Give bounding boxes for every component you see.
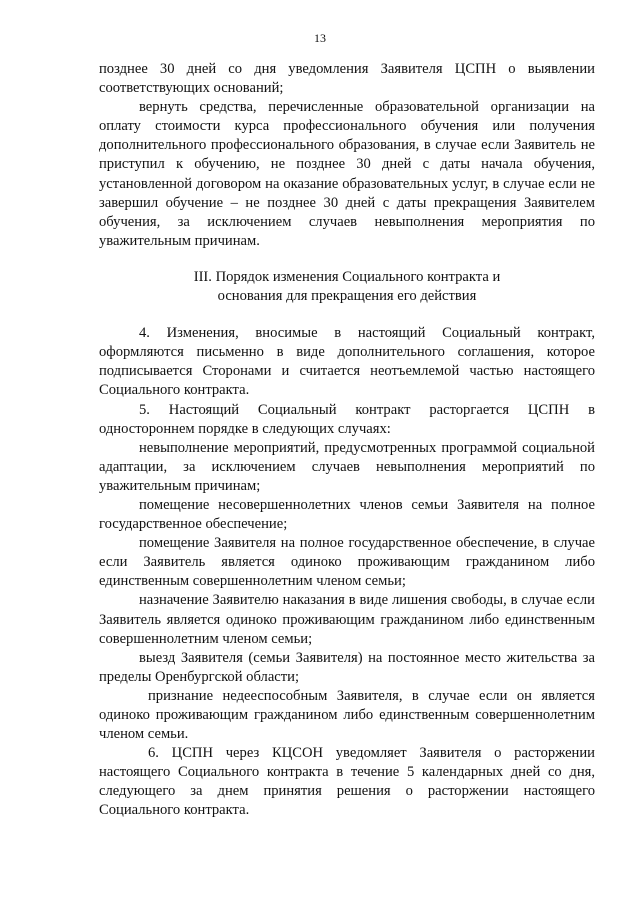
paragraph-clause-4: 4. Изменения, вносимые в настоящий Социальный контракт, оформляются письменно в виде дополнительного соглашения, которое подписывается Сторонами и считается неотъемлемой частью настоящего Социального контракта. <box>99 325 595 399</box>
section-heading <box>99 268 595 306</box>
paragraph-clause-5: 5. Настоящий Социальный контракт расторгается ЦСПН в одностороннем порядке в следующих случаях: <box>99 401 595 437</box>
paragraph-notice-deadline: позднее 30 дней со дня уведомления Заявителя ЦСПН о выявлении соответствующих оснований; <box>99 61 595 97</box>
paragraph-case-imprisonment: назначение Заявителю наказания в виде лишения свободы, в случае если Заявитель является одиноко проживающим гражданином либо единственным совершеннолетним членом семьи; <box>99 592 595 647</box>
paragraph-case-incapacity: признание недееспособным Заявителя, в случае если он является одиноко проживающим гражданином либо единственным совершеннолетним членом семьи. <box>99 687 595 743</box>
paragraph-case-relocation: выезд Заявителя (семьи Заявителя) на постоянное место жительства за пределы Оренбургской области; <box>99 649 595 685</box>
section-heading-line1: III. Порядок изменения Социального контракта и <box>193 268 501 285</box>
section-heading-line2: основания для прекращения его действия <box>217 288 477 305</box>
paragraph-clause-6: 6. ЦСПН через КЦСОН уведомляет Заявителя о расторжении настоящего Социального контракта в течение 5 календарных дней со дня, следующего за днем принятия решения о расторжении настоящего Социального контракта. <box>99 745 595 819</box>
paragraph-case-applicant-state-care: помещение Заявителя на полное государственное обеспечение, в случае если Заявитель является одиноко проживающим гражданином либо единственным совершеннолетним членом семьи; <box>99 535 595 590</box>
paragraph-refund-education: вернуть средства, перечисленные образовательной организации на оплату стоимости курса профессионального обучения или получения дополнительного профессионального образования, в случае если Заявитель не приступил к обучению, не позднее 30 дней с даты начала обучения, установленной договором на оказание образовательных услуг, в случае если не завершил обучение – не позднее 30 дней с даты прекращения Заявителем обучения, за исключением случаев невыполнения мероприятия по уважительным причинам. <box>99 99 595 249</box>
paragraph-case-nonfulfillment: невыполнение мероприятий, предусмотренных программой социальной адаптации, за исключением случаев невыполнения мероприятий по уважительным причинам; <box>99 439 595 494</box>
page-number: 13 <box>314 31 326 45</box>
paragraph-case-minors-state-care: помещение несовершеннолетних членов семьи Заявителя на полное государственное обеспечение; <box>99 496 595 533</box>
document-body <box>99 60 595 821</box>
